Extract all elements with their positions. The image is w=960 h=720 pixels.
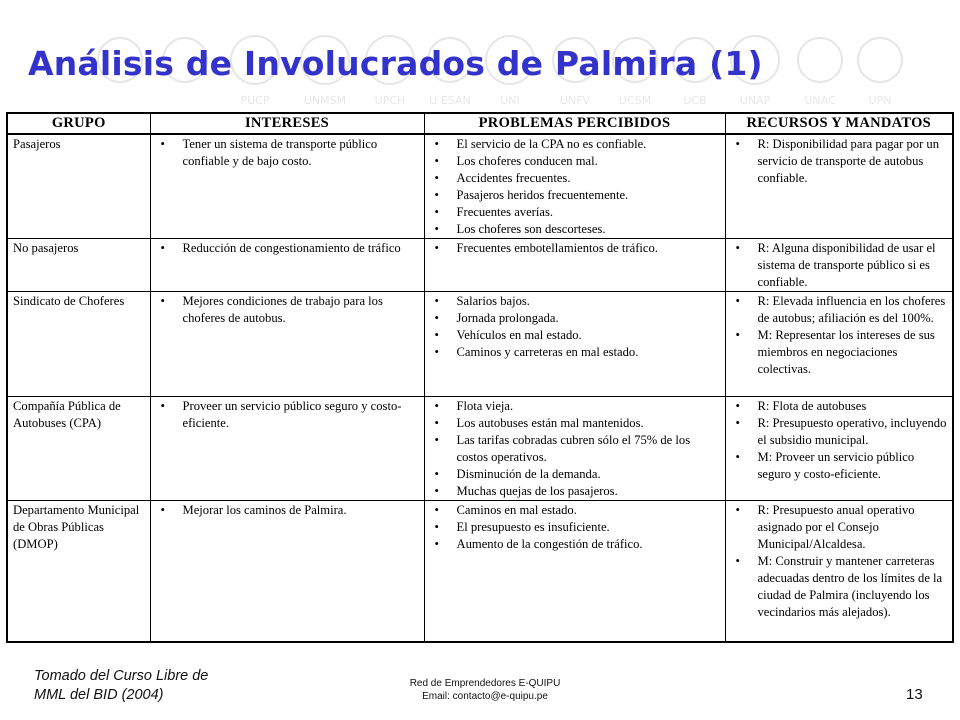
bullet-item: • M: Representar los intereses de sus miembros en negociaciones colectivas. xyxy=(731,327,949,378)
resources-cell-list xyxy=(731,398,949,483)
bullet-item: • Flota vieja. xyxy=(430,398,721,415)
logo-label: UCSM xyxy=(618,94,652,107)
table-row xyxy=(7,397,953,501)
interests-cell xyxy=(150,292,424,397)
bullet-item: • Los choferes conducen mal. xyxy=(430,153,721,170)
source-note-line: MML del BID (2004) xyxy=(34,687,164,703)
problems-cell-list xyxy=(430,293,721,361)
group-cell: Sindicato de Choferes xyxy=(7,292,150,397)
problems-cell xyxy=(424,134,725,239)
bullet-item: • Las tarifas cobradas cubren sólo el 75% de los costos operativos. xyxy=(430,432,721,466)
logo-label: UNAP xyxy=(739,94,771,107)
bullet-item: • M: Construir y mantener carreteras adecuadas dentro de los límites de la ciudad de Palmira (incluyendo los vecindarios más alejados). xyxy=(731,553,949,621)
bullet-item: • Pasajeros heridos frecuentemente. xyxy=(430,187,721,204)
resources-cell xyxy=(725,397,953,501)
group-cell: Departamento Municipal de Obras Públicas (DMOP) xyxy=(7,501,150,642)
bullet-item: • El servicio de la CPA no es confiable. xyxy=(430,136,721,153)
contact-email: Email: contacto@e-quipu.pe xyxy=(422,691,548,702)
interests-cell-list xyxy=(156,398,420,432)
logo-emblem xyxy=(858,38,902,82)
column-header-grupo: GRUPO xyxy=(7,113,150,134)
logo-label: UPN xyxy=(868,94,892,107)
interests-cell xyxy=(150,134,424,239)
bullet-item: • Proveer un servicio público seguro y costo-eficiente. xyxy=(156,398,420,432)
slide-title: Análisis de Involucrados de Palmira (1) xyxy=(28,44,763,83)
problems-cell-list xyxy=(430,136,721,238)
bullet-item: • R: Flota de autobuses xyxy=(731,398,949,415)
bullet-item: • Tener un sistema de transporte público confiable y de bajo costo. xyxy=(156,136,420,170)
resources-cell-list xyxy=(731,293,949,378)
resources-cell xyxy=(725,501,953,642)
bullet-item: • Los choferes son descorteses. xyxy=(430,221,721,238)
problems-cell xyxy=(424,292,725,397)
bullet-item: • Muchas quejas de los pasajeros. xyxy=(430,483,721,500)
bullet-item: • Los autobuses están mal mantenidos. xyxy=(430,415,721,432)
table-header-row xyxy=(7,113,953,134)
column-header-recursos: RECURSOS Y MANDATOS xyxy=(725,113,953,134)
logo-emblem xyxy=(798,38,842,82)
bullet-item: • Accidentes frecuentes. xyxy=(430,170,721,187)
footer-contact xyxy=(380,677,590,703)
bullet-item: • Salarios bajos. xyxy=(430,293,721,310)
logo-label: PUCP xyxy=(240,94,270,107)
bullet-item: • R: Presupuesto anual operativo asignado por el Consejo Municipal/Alcaldesa. xyxy=(731,502,949,553)
resources-cell-list xyxy=(731,136,949,187)
logo-label: UNFV xyxy=(559,94,591,107)
bullet-item: • Aumento de la congestión de tráfico. xyxy=(430,536,721,553)
group-cell: No pasajeros xyxy=(7,239,150,292)
resources-cell-list xyxy=(731,240,949,291)
bullet-item: • El presupuesto es insuficiente. xyxy=(430,519,721,536)
problems-cell-list xyxy=(430,502,721,553)
table-row xyxy=(7,501,953,642)
interests-cell xyxy=(150,239,424,292)
bullet-item: • Vehículos en mal estado. xyxy=(430,327,721,344)
bullet-item: • Frecuentes averías. xyxy=(430,204,721,221)
bullet-item: • R: Alguna disponibilidad de usar el sistema de transporte público si es confiable. xyxy=(731,240,949,291)
resources-cell xyxy=(725,134,953,239)
interests-cell-list xyxy=(156,240,420,257)
bullet-item: • Reducción de congestionamiento de tráfico xyxy=(156,240,420,257)
stakeholder-table xyxy=(6,112,954,643)
bullet-item: • Caminos en mal estado. xyxy=(430,502,721,519)
table-row xyxy=(7,239,953,292)
resources-cell xyxy=(725,292,953,397)
bullet-item: • M: Proveer un servicio público seguro y costo-eficiente. xyxy=(731,449,949,483)
interests-cell xyxy=(150,397,424,501)
resources-cell xyxy=(725,239,953,292)
interests-cell-list xyxy=(156,502,420,519)
bullet-item: • Disminución de la demanda. xyxy=(430,466,721,483)
problems-cell xyxy=(424,397,725,501)
logo-label: UPCH xyxy=(374,94,406,107)
bullet-item: • Caminos y carreteras en mal estado. xyxy=(430,344,721,361)
resources-cell-list xyxy=(731,502,949,621)
bullet-item: • R: Elevada influencia en los choferes de autobus; afiliación es del 100%. xyxy=(731,293,949,327)
table-row xyxy=(7,134,953,239)
group-cell: Compañía Pública de Autobuses (CPA) xyxy=(7,397,150,501)
logo-label: UNMSM xyxy=(303,94,347,107)
column-header-intereses: INTERESES xyxy=(150,113,424,134)
bullet-item: • Mejores condiciones de trabajo para los choferes de autobus. xyxy=(156,293,420,327)
logo-label: UCB xyxy=(683,94,707,107)
problems-cell-list xyxy=(430,398,721,500)
network-name: Red de Emprendedores E-QUIPU xyxy=(409,678,561,689)
bullet-item: • Mejorar los caminos de Palmira. xyxy=(156,502,420,519)
interests-cell xyxy=(150,501,424,642)
table-row xyxy=(7,292,953,397)
problems-cell-list xyxy=(430,240,721,257)
interests-cell-list xyxy=(156,293,420,327)
group-cell: Pasajeros xyxy=(7,134,150,239)
source-note-line: Tomado del Curso Libre de xyxy=(34,668,209,684)
interests-cell-list xyxy=(156,136,420,170)
bullet-item: • R: Disponibilidad para pagar por un servicio de transporte de autobus confiable. xyxy=(731,136,949,187)
source-note xyxy=(34,667,208,705)
bullet-item: • R: Presupuesto operativo, incluyendo el subsidio municipal. xyxy=(731,415,949,449)
column-header-problemas: PROBLEMAS PERCIBIDOS xyxy=(424,113,725,134)
logo-label: U ESAN xyxy=(429,94,471,107)
bullet-item: • Jornada prolongada. xyxy=(430,310,721,327)
logo-label: UNI xyxy=(500,94,520,107)
logo-label: UNAC xyxy=(804,94,836,107)
page-number: 13 xyxy=(906,686,923,703)
problems-cell xyxy=(424,501,725,642)
bullet-item: • Frecuentes embotellamientos de tráfico. xyxy=(430,240,721,257)
problems-cell xyxy=(424,239,725,292)
